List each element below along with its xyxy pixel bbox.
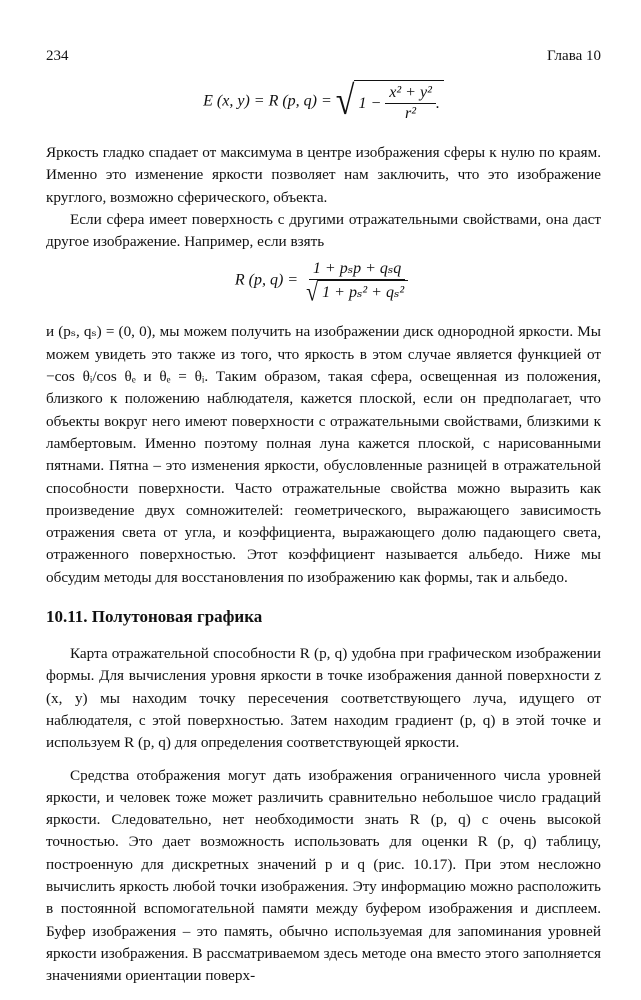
chapter-label: Глава 10 [547, 48, 601, 64]
sqrt-symbol: √ 1 − $\frac{\text{x² + y²}}{\text{r²}}$ . [336, 80, 444, 124]
paragraph-3: и (pₛ, qₛ) = (0, 0), мы можем получить на изображении диск однородной яркости. Мы можем увидеть это также из того, что яркость в этом случае является функцией от −cos θᵢ/cos θₑ и θₑ = θᵢ. Таким образом, такая сфера, освещенная из положения, близкого к положению наблюдателя, кажется плоской, если он предполагает, что объекты вокруг него имеют поверхности с отражательными свойствами, близкими к ламбертовым. Именно поэтому полная луна кажется плоской, с нарисованными пятнами. Пятна – это изменения яркости, обусловленные разницей в отражательной способности поверхности. Часто отражательные свойства можно выразить как произведение двух сомножителей: геометрического, выражающего зависимость отражения света от угла, и коэффициента, выражающего долю падающего света, отраженного поверхностью. Этот коэффициент называется альбедо. Ниже мы обсудим методы для восстановления по изображению как формы, так и альбедо. [46, 323, 601, 586]
formula2-den-sqrt: 1 + pₛ² + qₛ² [318, 280, 408, 303]
formula2-lhs: R (p, q) = [234, 272, 299, 290]
formula2-numerator: 1 + pₛp + qₛq [309, 259, 405, 280]
formula1-lhs: E (x, y) = R (p, q) = [203, 92, 332, 110]
paragraph-5: Средства отображения могут дать изображения ограниченного числа уровней яркости, и человек тоже может различить сравнительно небольшое число градаций яркости. Следовательно, нет необходимости знать R (p, q) с очень высокой точностью. Это дает возможность использовать для оценки R (p, q) таблицу, построенную для дискретных значений p и q (рис. 10.17). При этом несложно вычислить яркость любой точки изображения. Эту информацию можно расположить в постоянной вспомогательной памяти между буфером изображения и дисплеем. Буфер изображения – это память, обычно используемая для запоминания уровней яркости изображения. В рассматриваемом здесь методе она вместо этого заполняется значениями ориентации поверх- [46, 766, 601, 985]
section-title: 10.11. Полутоновая графика [46, 607, 263, 627]
formula2-fraction [302, 259, 412, 307]
formula1-fraction [385, 83, 436, 124]
paragraph-2: Если сфера имеет поверхность с другими отражательными свойствами, она даст другое изображение. Например, если взять [46, 210, 601, 251]
formula-reflectance-map [46, 259, 601, 321]
page-number: 234 [46, 48, 69, 64]
formula1-denominator: r² [405, 105, 417, 122]
formula1-dot: . [435, 94, 440, 112]
formula-brightness-sphere [46, 80, 601, 142]
page [46, 48, 601, 988]
formula1-one-minus: 1 − [358, 94, 382, 112]
paragraph-1: Яркость гладко спадает от максимума в центре изображения сферы к нулю по краям. Именно это изменение яркости позволяет нам заключить, что это изображение круглого, возможно сферического, объекта. [46, 144, 601, 206]
formula1-numerator: x² + y² [385, 83, 436, 104]
page-header [46, 48, 601, 68]
paragraph-4: Карта отражательной способности R (p, q) удобна при графическом изображении формы. Для вычисления уровня яркости в точке изображения данной поверхности z (x, y) мы находим точку пересечения соответствующего луча, идущего от наблюдателя, с этой поверхностью. Затем находим градиент (p, q) в этой точке и используем R (p, q) для определения соответствующей яркости. [46, 645, 601, 752]
formula2-denominator: √ 1 + pₛ² + qₛ² [302, 280, 412, 303]
